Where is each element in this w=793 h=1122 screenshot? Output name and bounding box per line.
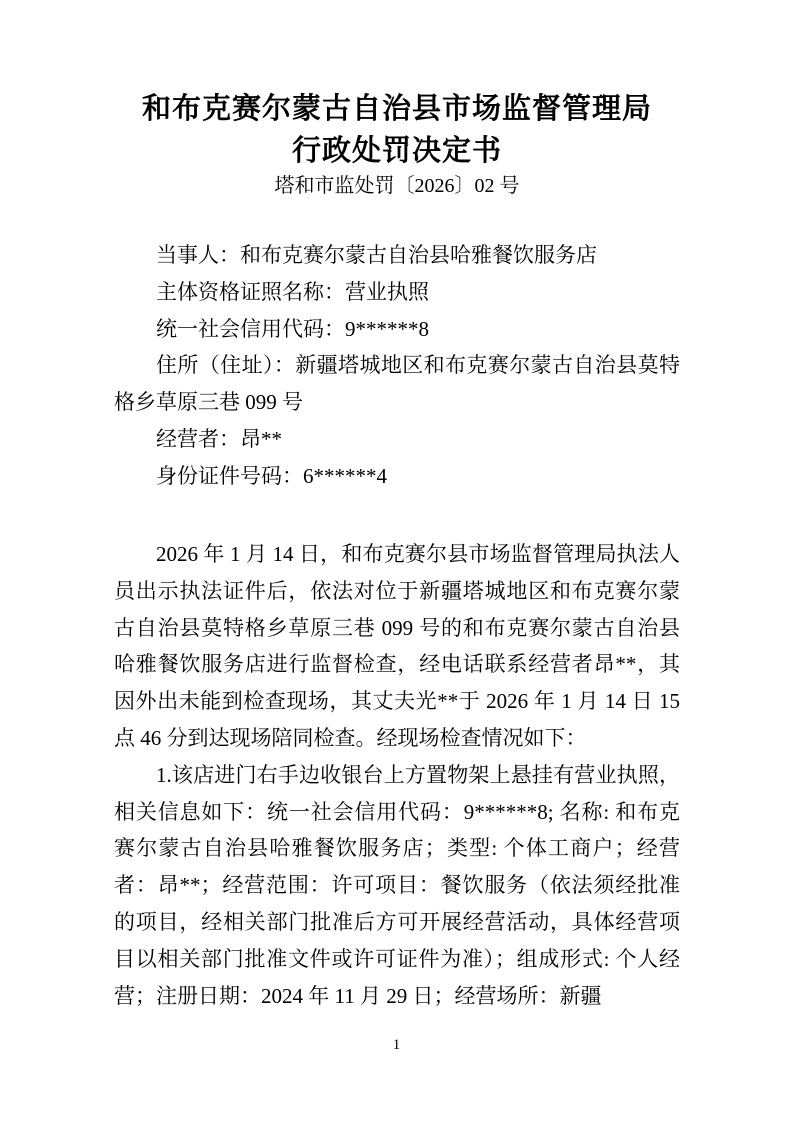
inspection-paragraph: 2026 年 1 月 14 日，和布克赛尔县市场监督管理局执法人员出示执法证件后，依法对位于新疆塔城地区和布克赛尔蒙古自治县莫特格乡草原三巷 099 号的和布克赛尔蒙古自治县哈雅餐饮服务店进行监督检查，经电话联系经营者昂**，其因外出未能到检查现场，其丈夫光**于 2026 年 1 月 14 日 15 点 46 分到达现场陪同检查。经现场检查情况如下： xyxy=(114,542,680,750)
document-title-line-1: 和布克赛尔蒙古自治县市场监督管理局 xyxy=(141,93,652,125)
findings-item-1-paragraph: 1.该店进门右手边收银台上方置物架上悬挂有营业执照，相关信息如下：统一社会信用代码：9******8; 名称: 和布克赛尔蒙古自治县哈雅餐饮服务店；类型: 个体工商户；经营者：昂**；经营范围：许可项目：餐饮服务（依法须经批准的项目，经相关部门批准后方可开展经营活动，具体经营项目以相关部门批准文件或许可证件为准）；组成形式: 个人经营；注册日期：2024 年 11 月 29 日；经营场所：新疆 xyxy=(114,762,680,1008)
operator-line: 经营者：昂** xyxy=(156,426,282,451)
body-text-block xyxy=(114,536,680,1014)
credit-code-line: 统一社会信用代码：9******8 xyxy=(156,316,429,341)
address-line: 住所（住址）：新疆塔城地区和布克赛尔蒙古自治县莫特格乡草原三巷 099 号 xyxy=(114,353,680,415)
document-title-block xyxy=(114,88,680,172)
id-number-line: 身份证件号码：6******4 xyxy=(156,463,387,488)
party-name-line: 当事人：和布克赛尔蒙古自治县哈雅餐饮服务店 xyxy=(156,243,597,267)
document-number: 塔和市监处罚〔2026〕02 号 xyxy=(274,175,520,197)
license-type-line: 主体资格证照名称：营业执照 xyxy=(156,279,429,304)
page-number: 1 xyxy=(392,1037,401,1053)
document-title-line-2: 行政处罚决定书 xyxy=(291,135,502,167)
party-info-block xyxy=(114,237,680,495)
